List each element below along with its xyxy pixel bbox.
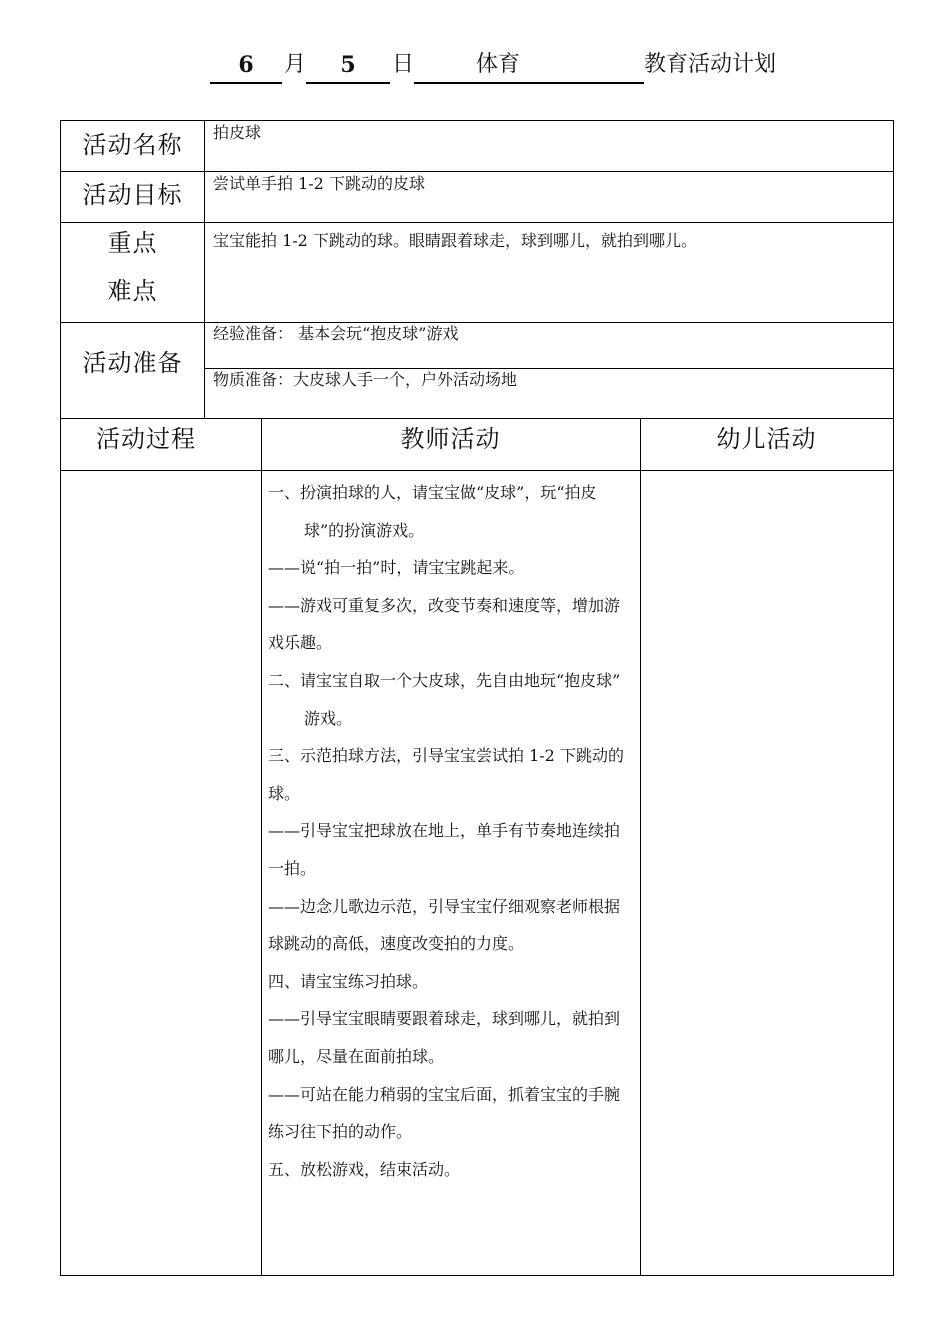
col-divider xyxy=(204,121,205,418)
process-line: 游戏。 xyxy=(304,708,353,728)
activity-name-value: 拍皮球 xyxy=(213,123,262,142)
process-line: 球”的扮演游戏。 xyxy=(304,520,425,540)
teacher-column-header: 教师活动 xyxy=(400,425,501,453)
process-line: 球。 xyxy=(268,783,301,803)
experience-prep-value: 经验准备： 基本会玩“抱皮球”游戏 xyxy=(213,324,459,343)
process-line: 三、示范拍球方法，引导宝宝尝试拍 1-2 下跳动的 xyxy=(268,746,624,766)
row-divider xyxy=(61,222,893,223)
process-column-header: 活动过程 xyxy=(96,425,196,453)
key-point-value: 宝宝能拍 1-2 下跳动的球。眼睛跟着球走，球到哪儿，就拍到哪儿。 xyxy=(213,231,697,250)
activity-goal-value: 尝试单手拍 1-2 下跳动的皮球 xyxy=(213,174,425,193)
col-divider xyxy=(261,418,262,1275)
row-divider xyxy=(61,322,893,323)
process-line: ——引导宝宝把球放在地上，单手有节奏地连续拍 xyxy=(268,821,621,841)
row-divider xyxy=(61,470,893,471)
month-label: 月 xyxy=(284,52,307,77)
process-line: 五、放松游戏，结束活动。 xyxy=(268,1159,461,1179)
process-line: ——引导宝宝眼睛要跟着球走，球到哪儿，就拍到 xyxy=(268,1009,621,1029)
process-line: ——边念儿歌边示范，引导宝宝仔细观察老师根据 xyxy=(268,896,621,916)
process-line: 一拍。 xyxy=(268,858,317,878)
activity-goal-label: 活动目标 xyxy=(82,181,183,209)
process-line: 戏乐趣。 xyxy=(268,633,333,653)
day-value: 5 xyxy=(306,48,390,84)
activity-name-label: 活动名称 xyxy=(82,131,183,159)
teacher-activity-content xyxy=(268,474,636,1188)
row-divider xyxy=(204,368,893,369)
subject-value: 体育 xyxy=(414,48,644,84)
col-divider xyxy=(640,418,641,1275)
process-line: ——可站在能力稍弱的宝宝后面，抓着宝宝的手腕 xyxy=(268,1084,621,1104)
plan-title: 教育活动计划 xyxy=(644,52,777,77)
process-line: 二、请宝宝自取一个大皮球，先自由地玩“抱皮球” xyxy=(268,670,621,690)
child-column-header: 幼儿活动 xyxy=(716,425,817,453)
row-divider xyxy=(61,171,893,172)
process-line: 球跳动的高低，速度改变拍的力度。 xyxy=(268,934,525,954)
process-line: 哪儿，尽量在面前拍球。 xyxy=(268,1046,445,1066)
day-label: 日 xyxy=(392,52,415,77)
key-point-label: 重点 xyxy=(107,229,158,257)
difficulty-label: 难点 xyxy=(107,277,158,305)
process-line: ——游戏可重复多次，改变节奏和速度等，增加游 xyxy=(268,595,621,615)
process-line: ——说“拍一拍”时，请宝宝跳起来。 xyxy=(268,558,525,578)
activity-prep-label: 活动准备 xyxy=(82,349,183,377)
process-line: 一、扮演拍球的人，请宝宝做“皮球”，玩“拍皮 xyxy=(268,483,597,502)
material-prep-value: 物质准备：大皮球人手一个，户外活动场地 xyxy=(213,370,518,389)
process-line: 四、请宝宝练习拍球。 xyxy=(268,971,429,991)
page-header xyxy=(0,48,950,88)
row-divider xyxy=(61,418,893,419)
process-line: 练习往下拍的动作。 xyxy=(268,1122,413,1142)
month-value: 6 xyxy=(210,48,282,84)
